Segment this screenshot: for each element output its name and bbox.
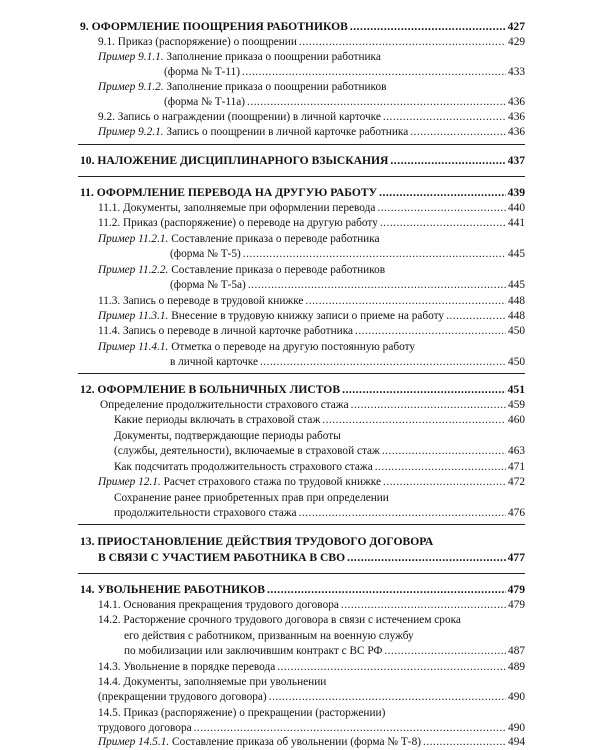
toc-entry-continuation[interactable]: [78, 721, 525, 736]
page-number: 441: [508, 217, 525, 229]
page-number: 479: [508, 599, 525, 611]
entry-text: (форма № Т-5): [170, 248, 241, 260]
toc-entry[interactable]: [78, 398, 525, 413]
page-number: 437: [507, 154, 525, 167]
entry-text: Заполнение приказа о поощрении работника: [166, 51, 381, 63]
page-number: 463: [508, 445, 525, 457]
entry-text: 14.2. Расторжение срочного трудового договора в связи с истечением срока: [98, 614, 461, 626]
entry-text: 11.3. Запись о переводе в трудовой книжке: [98, 295, 304, 307]
section-heading[interactable]: [78, 19, 525, 34]
page-number: 427: [507, 20, 525, 33]
entry-text: Документы, подтверждающие периоды работы: [114, 430, 341, 442]
entry-text: 14.5. Приказ (распоряжение) о прекращении (расторжении): [98, 707, 386, 719]
entry-text: 9.2. Запись о награждении (поощрении) в личной карточке: [98, 111, 381, 123]
entry-text: Запись о поощрении в личной карточке работника: [166, 126, 409, 138]
section-title: 14. УВОЛЬНЕНИЕ РАБОТНИКОВ: [80, 583, 266, 596]
page-number: 436: [508, 126, 525, 138]
section-divider: [78, 573, 525, 574]
entry-text: трудового договора: [98, 722, 192, 734]
entry-text: 11.4. Запись о переводе в личной карточке работника: [98, 325, 354, 337]
entry-text: продолжительности страхового стажа: [114, 507, 297, 519]
toc-entry[interactable]: [78, 201, 525, 216]
page-number: 445: [508, 279, 525, 291]
entry-text: Внесение в трудовую книжку записи о приеме на работу: [171, 310, 445, 322]
toc-entry[interactable]: [78, 294, 525, 309]
toc-entry[interactable]: [78, 309, 525, 324]
toc-entry-continuation[interactable]: [78, 444, 525, 459]
entry-text: (форма № Т-11а): [164, 96, 246, 108]
entry-text: Составление приказа о переводе работника: [171, 233, 380, 245]
entry-text: в личной карточке: [170, 356, 258, 368]
toc-entry-continuation[interactable]: [78, 65, 525, 80]
toc-entry-continuation[interactable]: [78, 644, 525, 659]
page-number: 476: [508, 507, 525, 519]
toc-entry[interactable]: [78, 491, 525, 506]
page-number: 439: [507, 186, 525, 199]
toc-entry-continuation[interactable]: [78, 355, 525, 370]
page-number: 450: [508, 325, 525, 337]
page-number: 490: [508, 722, 525, 734]
section-heading[interactable]: [78, 185, 525, 200]
toc-entry[interactable]: [78, 263, 525, 278]
example-label: Пример 11.2.2.: [98, 264, 169, 276]
page-number: 450: [508, 356, 525, 368]
toc-entry-continuation[interactable]: [78, 278, 525, 293]
section-heading[interactable]: [78, 534, 525, 549]
entry-text: Расчет страхового стажа по трудовой книжке: [163, 476, 382, 488]
toc-entry[interactable]: [78, 35, 525, 50]
toc-entry[interactable]: [78, 125, 525, 140]
example-label: Пример 9.2.1.: [98, 126, 164, 138]
section-divider: [78, 524, 525, 525]
toc-entry[interactable]: [78, 613, 525, 628]
page-number: 436: [508, 96, 525, 108]
page-number: 494: [508, 736, 525, 748]
toc-entry-continuation[interactable]: [78, 247, 525, 262]
toc-entry[interactable]: [78, 475, 525, 490]
section-heading[interactable]: [78, 582, 525, 597]
example-label: Пример 11.2.1.: [98, 233, 169, 245]
toc-entry-continuation[interactable]: [78, 95, 525, 110]
entry-text: Составление приказа об увольнении (форма № Т-8): [172, 736, 421, 748]
page-number: 436: [508, 111, 525, 123]
page-number: 445: [508, 248, 525, 260]
entry-text: 14.1. Основания прекращения трудового договора: [98, 599, 339, 611]
toc-entry[interactable]: [78, 232, 525, 247]
toc-entry[interactable]: [78, 324, 525, 339]
entry-text: Как подсчитать продолжительность страхового стажа: [114, 461, 373, 473]
toc-entry[interactable]: [78, 80, 525, 95]
entry-text: (форма № Т-11): [164, 66, 241, 78]
toc-entry[interactable]: [78, 50, 525, 65]
page-number: 460: [508, 414, 525, 426]
toc-entry[interactable]: [78, 413, 525, 428]
page-number: 429: [508, 36, 525, 48]
entry-text: 9.1. Приказ (распоряжение) о поощрении: [98, 36, 297, 48]
page-number: 490: [508, 691, 525, 703]
section-title: 10. НАЛОЖЕНИЕ ДИСЦИПЛИНАРНОГО ВЗЫСКАНИЯ: [80, 154, 389, 167]
toc-entry[interactable]: [78, 660, 525, 675]
page-number: 459: [508, 399, 525, 411]
toc-entry[interactable]: [78, 110, 525, 125]
section-title: 12. ОФОРМЛЕНИЕ В БОЛЬНИЧНЫХ ЛИСТОВ: [80, 383, 341, 396]
toc-entry[interactable]: [78, 460, 525, 475]
entry-text: Какие периоды включать в страховой стаж: [114, 414, 321, 426]
toc-entry[interactable]: [78, 598, 525, 613]
example-label: Пример 9.1.1.: [98, 51, 164, 63]
entry-text: Определение продолжительности страхового стажа: [100, 399, 349, 411]
entry-text: (службы, деятельности), включаемые в страховой стаж: [114, 445, 380, 457]
entry-text: 11.2. Приказ (распоряжение) о переводе на другую работу: [98, 217, 378, 229]
page-number: 479: [507, 583, 525, 596]
page-number: 489: [508, 661, 525, 673]
toc-entry[interactable]: [78, 429, 525, 444]
entry-text: Отметка о переводе на другую постоянную работу: [171, 341, 416, 353]
page-number: 440: [508, 202, 525, 214]
page-number: 433: [508, 66, 525, 78]
section-heading[interactable]: [78, 382, 525, 397]
example-label: Пример 11.4.1.: [98, 341, 169, 353]
section-title: В СВЯЗИ С УЧАСТИЕМ РАБОТНИКА В СВО: [98, 551, 346, 564]
toc-entry-continuation[interactable]: [78, 690, 525, 705]
entry-text: Составление приказа о переводе работников: [171, 264, 386, 276]
page-number: 471: [508, 461, 525, 473]
section-divider: [78, 176, 525, 177]
toc-entry-continuation[interactable]: [78, 506, 525, 521]
example-label: Пример 14.5.1.: [98, 736, 170, 748]
page-number: 477: [507, 551, 525, 564]
section-title: 9. ОФОРМЛЕНИЕ ПООЩРЕНИЯ РАБОТНИКОВ: [80, 20, 348, 33]
entry-text: 14.4. Документы, заполняемые при увольнении: [98, 676, 327, 688]
section-divider: [78, 144, 525, 145]
page-number: 472: [508, 476, 525, 488]
section-title: 11. ОФОРМЛЕНИЕ ПЕРЕВОДА НА ДРУГУЮ РАБОТУ: [80, 186, 378, 199]
page-number: 451: [507, 383, 525, 396]
entry-text: 11.1. Документы, заполняемые при оформлении перевода: [98, 202, 376, 214]
page-number: 448: [508, 310, 525, 322]
section-heading[interactable]: [78, 153, 525, 168]
entry-text: Заполнение приказа о поощрении работников: [166, 81, 387, 93]
page-number: 487: [508, 645, 525, 657]
entry-text: 14.3. Увольнение в порядке перевода: [98, 661, 276, 673]
example-label: Пример 12.1.: [98, 476, 161, 488]
entry-text: (форма № Т-5а): [170, 279, 246, 291]
toc-entry[interactable]: [78, 735, 525, 750]
toc-entry[interactable]: [78, 340, 525, 355]
entry-text: его действия с работником, призванным на военную службу: [124, 630, 414, 642]
section-divider: [78, 373, 525, 374]
toc-entry[interactable]: [78, 706, 525, 721]
entry-text: Сохранение ранее приобретенных прав при определении: [114, 492, 389, 504]
entry-text: (прекращении трудового договора): [98, 691, 267, 703]
example-label: Пример 9.1.2.: [98, 81, 164, 93]
example-label: Пример 11.3.1.: [98, 310, 169, 322]
toc-entry-continuation[interactable]: [78, 629, 525, 644]
page-number: 448: [508, 295, 525, 307]
entry-text: по мобилизации или заключившим контракт с ВС РФ: [124, 645, 383, 657]
toc-entry[interactable]: [78, 216, 525, 231]
section-title: 13. ПРИОСТАНОВЛЕНИЕ ДЕЙСТВИЯ ТРУДОВОГО ДОГОВОРА: [80, 535, 434, 548]
section-heading-continuation[interactable]: [78, 550, 525, 565]
toc-entry[interactable]: [78, 675, 525, 690]
